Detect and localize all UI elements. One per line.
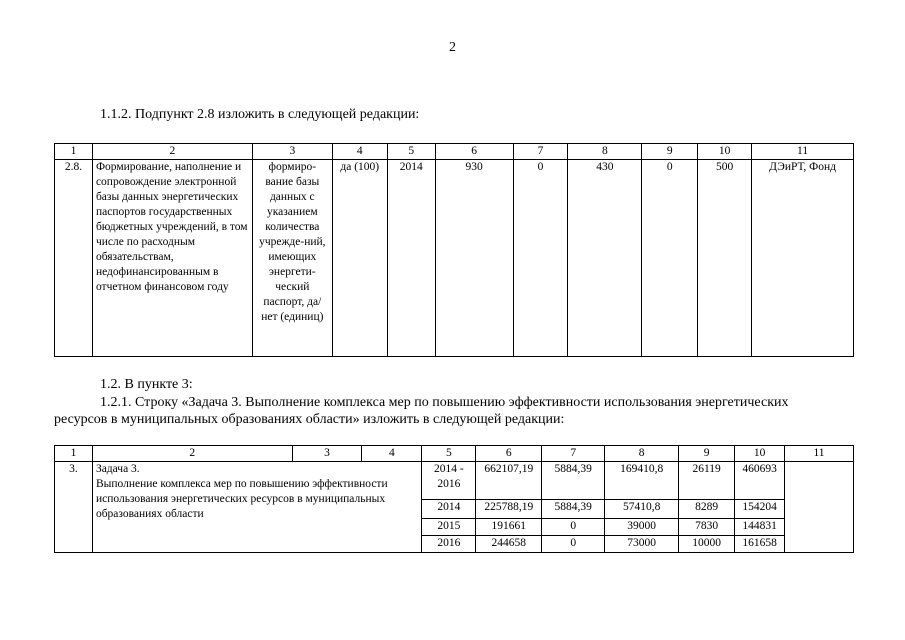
header-cell: 6 [476, 446, 542, 462]
header-cell: 1 [55, 144, 93, 160]
value-cell: 144831 [735, 519, 785, 536]
year-cell: 2015 [422, 519, 476, 536]
value-cell: 7830 [679, 519, 735, 536]
task-title: Задача 3. [95, 463, 140, 475]
header-cell: 3 [292, 446, 362, 462]
value-cell: 5884,39 [542, 462, 605, 500]
paragraph-item-1-2-1-line1: 1.2.1. Строку «Задача 3. Выполнение комплекса мер по повышению эффективности использования энергетических [100, 395, 789, 410]
executor-cell [785, 462, 854, 553]
value-cell: 191661 [476, 519, 542, 536]
table-task-3 [54, 445, 854, 553]
row-number-cell: 2.8. [55, 160, 93, 357]
header-cell: 11 [785, 446, 854, 462]
total-cell: 930 [435, 160, 513, 357]
value-cell: 244658 [476, 536, 542, 553]
header-cell: 6 [435, 144, 513, 160]
page-number: 2 [449, 40, 456, 55]
paragraph-item-1-2: 1.2. В пункте 3: [100, 377, 193, 392]
value-cell: 0 [542, 536, 605, 553]
header-cell: 7 [513, 144, 568, 160]
header-cell: 9 [642, 144, 698, 160]
value-cell: 0 [642, 160, 698, 357]
heading-subitem-1-1-2: 1.1.2. Подпункт 2.8 изложить в следующей редакции: [100, 107, 420, 122]
year-cell: 2016 [422, 536, 476, 553]
header-cell: 10 [735, 446, 785, 462]
value-cell: 26119 [679, 462, 735, 500]
table-subitem-2-8 [54, 143, 854, 357]
value-cell: 161658 [735, 536, 785, 553]
measure-name-cell: Формирование, наполнение и сопровождение электронной базы данных энергетических паспортов государственных бюджетных учреждений, в том числе по расходным обязательствам, недофинансированным в отчетном финансовом году [92, 160, 252, 357]
value-cell: 39000 [605, 519, 679, 536]
header-cell: 11 [752, 144, 854, 160]
header-cell: 2 [92, 446, 292, 462]
value-cell: 10000 [679, 536, 735, 553]
table-row [55, 462, 854, 500]
header-cell: 5 [422, 446, 476, 462]
header-cell: 4 [332, 144, 387, 160]
header-cell: 4 [362, 446, 422, 462]
executor-cell: ДЭиРТ, Фонд [752, 160, 854, 357]
table-row [55, 160, 854, 357]
header-cell: 3 [252, 144, 332, 160]
table-header-row [55, 144, 854, 160]
value-cell: 430 [568, 160, 642, 357]
value-cell: 662107,19 [476, 462, 542, 500]
value-cell: 5884,39 [542, 500, 605, 519]
year-cell: 2014 [422, 500, 476, 519]
indicator-value-cell: да (100) [332, 160, 387, 357]
value-cell: 8289 [679, 500, 735, 519]
value-cell: 57410,8 [605, 500, 679, 519]
value-cell: 169410,8 [605, 462, 679, 500]
value-cell: 0 [513, 160, 568, 357]
row-number-cell: 3. [55, 462, 93, 553]
header-cell: 7 [542, 446, 605, 462]
table-header-row [55, 446, 854, 462]
value-cell: 225788,19 [476, 500, 542, 519]
value-cell: 0 [542, 519, 605, 536]
header-cell: 10 [698, 144, 752, 160]
value-cell: 500 [698, 160, 752, 357]
header-cell: 2 [92, 144, 252, 160]
value-cell: 154204 [735, 500, 785, 519]
header-cell: 8 [605, 446, 679, 462]
year-cell: 2014 [387, 160, 435, 357]
header-cell: 5 [387, 144, 435, 160]
indicator-cell: формиро-вание базы данных с указанием количества учрежде-ний, имеющих энергети-ческий паспорт, да/нет (единиц) [252, 160, 332, 357]
header-cell: 9 [679, 446, 735, 462]
task-cell [92, 462, 421, 553]
year-cell: 2014 - 2016 [422, 462, 476, 500]
value-cell: 73000 [605, 536, 679, 553]
value-cell: 460693 [735, 462, 785, 500]
task-text: Выполнение комплекса мер по повышению эффективности использования энергетических ресурсов в муниципальных образованиях области [95, 478, 388, 520]
header-cell: 1 [55, 446, 93, 462]
paragraph-item-1-2-1-line2: ресурсов в муниципальных образованиях области» изложить в следующей редакции: [54, 412, 565, 427]
header-cell: 8 [568, 144, 642, 160]
